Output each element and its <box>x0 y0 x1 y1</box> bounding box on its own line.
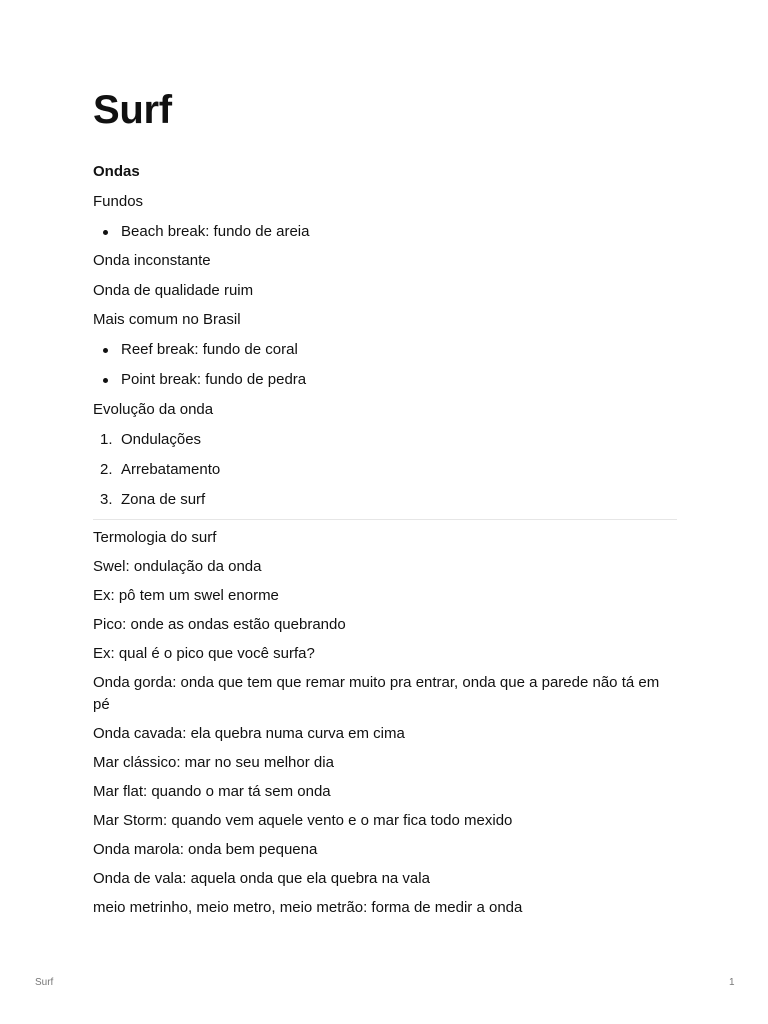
paragraph: Onda marola: onda bem pequena <box>93 840 318 858</box>
list-item <box>93 490 677 510</box>
paragraph: meio metrinho, meio metro, meio metrão: forma de medir a onda <box>93 898 523 916</box>
paragraph-fundos: Fundos <box>93 192 144 210</box>
paragraph: Onda de vala: aquela onda que ela quebra na vala <box>93 869 430 887</box>
document-page <box>93 84 677 919</box>
bullet-list-2 <box>93 340 677 390</box>
list-item: Point break: fundo de pedra <box>93 370 677 390</box>
list-text: Arrebatamento <box>121 460 221 478</box>
list-text: Zona de surf <box>121 490 206 508</box>
paragraph: Onda inconstante <box>93 252 211 269</box>
list-item: Beach break: fundo de areia <box>93 222 677 242</box>
footer-doc-title: Surf <box>35 977 54 988</box>
paragraph: Termologia do surf <box>93 528 217 546</box>
section-heading-ondas: Ondas <box>93 163 140 180</box>
paragraph: Onda de qualidade ruim <box>93 281 254 299</box>
paragraph: Onda gorda: onda que tem que remar muito pra entrar, onda que a parede não tá em pé <box>93 673 660 713</box>
list-item <box>93 460 677 480</box>
list-item: Reef break: fundo de coral <box>93 340 677 360</box>
list-number: 1. <box>100 430 113 448</box>
paragraph: Ex: pô tem um swel enorme <box>93 586 279 604</box>
paragraph: Mar flat: quando o mar tá sem onda <box>93 782 331 800</box>
terminology-section <box>93 528 677 919</box>
paragraph: Mar Storm: quando vem aquele vento e o mar fica todo mexido <box>93 811 513 829</box>
paragraph: Mais comum no Brasil <box>93 311 241 328</box>
ordered-list <box>93 430 677 510</box>
paragraph: Onda cavada: ela quebra numa curva em cima <box>93 724 405 742</box>
list-text: Ondulações <box>121 430 202 448</box>
divider <box>93 519 677 520</box>
bullet-list-1 <box>93 222 677 242</box>
paragraph-evolucao: Evolução da onda <box>93 400 214 418</box>
list-number: 2. <box>100 460 113 478</box>
footer-page-number: 1 <box>729 977 735 988</box>
paragraph: Mar clássico: mar no seu melhor dia <box>93 753 334 771</box>
list-number: 3. <box>100 490 113 508</box>
paragraph: Swel: ondulação da onda <box>93 557 262 575</box>
paragraph: Pico: onde as ondas estão quebrando <box>93 615 346 633</box>
page-title: Surf <box>93 88 172 132</box>
list-item <box>93 430 677 450</box>
paragraph: Ex: qual é o pico que você surfa? <box>93 644 315 662</box>
